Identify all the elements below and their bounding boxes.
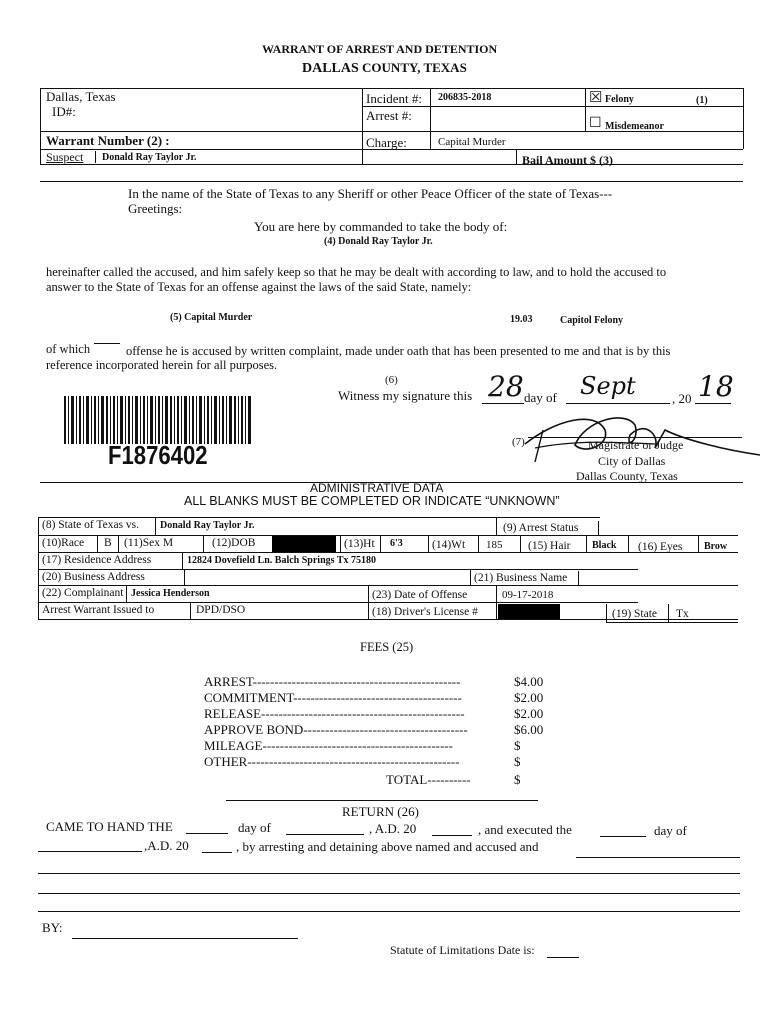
return-arresting-text: , by arresting and detaining above named and accused and [236, 839, 539, 854]
signature-number: (7) [512, 436, 525, 448]
state-vs-label: (8) State of Texas vs. [42, 519, 140, 531]
fee-label-mileage: MILEAGE-------------------------------------------- [204, 738, 453, 753]
residence-label: (17) Residence Address [42, 554, 152, 566]
witness-text: Witness my signature this [338, 388, 473, 403]
residence-value: 12824 Dovefield Ln. Balch Springs Tx 75180 [187, 555, 377, 566]
offense-class: Capitol Felony [560, 315, 624, 326]
statute-text: 19.03 [510, 314, 533, 325]
county-name: DALLAS [302, 61, 359, 76]
suspect-label: Suspect [46, 150, 84, 164]
id-label: ID#: [52, 104, 76, 119]
month-handwritten: Sept [580, 372, 636, 400]
incident-value: 206835-2018 [438, 92, 492, 103]
felony-checkbox: ☒ [589, 90, 603, 106]
hair-label: (15) Hair [528, 540, 571, 552]
fee-label-approve-bond: APPROVE BOND-------------------------------------- [204, 722, 468, 737]
statute-limitations-label: Statute of Limitations Date is: [390, 943, 535, 957]
height-label: (13)Ht [344, 538, 375, 550]
return-ad-2: ,A.D. 20 [144, 838, 189, 853]
misdemeanor-checkbox: ☐ [589, 116, 602, 131]
fee-amount-other: $ [514, 754, 521, 769]
greetings-text: Greetings: [128, 201, 183, 216]
return-executed: , and executed the [478, 822, 572, 837]
offense-text: (5) Capital Murder [170, 312, 253, 323]
felony-label: Felony [605, 94, 634, 105]
weight-value: 185 [486, 539, 503, 551]
eyes-label: (16) Eyes [638, 541, 683, 553]
fee-amount-release: $2.00 [514, 706, 544, 721]
fee-total-amount: $ [514, 772, 521, 787]
return-heading: RETURN (26) [342, 804, 419, 819]
fee-total-label: TOTAL---------- [386, 772, 471, 787]
eyes-value: Brow [704, 541, 728, 552]
state-label: (19) State [612, 608, 658, 620]
hereinafter-line2: answer to the State of Texas for an offense against the laws of the said State, namely: [46, 280, 472, 294]
offense-date-label: (23) Date of Offense [372, 589, 468, 601]
suspect-value: Donald Ray Taylor Jr. [102, 152, 197, 163]
fees-heading: FEES (25) [360, 640, 414, 654]
drivers-license-redacted [498, 604, 560, 619]
complainant-value: Jessica Henderson [131, 588, 210, 599]
year-handwritten: 18 [698, 370, 734, 403]
day-handwritten: 28 [488, 370, 524, 403]
admin-subheading: ALL BLANKS MUST BE COMPLETED OR INDICATE “UNKNOWN” [184, 494, 560, 508]
issued-to-value: DPD/DSO [196, 604, 246, 616]
weight-label: (14)Wt [432, 539, 466, 551]
witness-number: (6) [385, 374, 398, 386]
complainant-label: (22) Complainant [42, 587, 124, 599]
charge-label: Charge: [366, 135, 407, 150]
county-label: Dallas County, Texas [576, 469, 678, 483]
fee-amount-arrest: $4.00 [514, 674, 544, 689]
dob-label: (12)DOB [212, 537, 256, 549]
height-value: 6'3 [390, 538, 403, 549]
dob-redacted [272, 536, 336, 552]
by-label: BY: [42, 920, 63, 935]
year-prefix: , 20 [672, 391, 692, 406]
of-which-label: of which [46, 342, 91, 356]
sex-label: (11)Sex M [124, 537, 174, 549]
charge-value: Capital Murder [438, 136, 506, 148]
fee-amount-commitment: $2.00 [514, 690, 544, 705]
county-suffix: COUNTY, TEXAS [362, 60, 467, 75]
form-title: WARRANT OF ARREST AND DETENTION [262, 42, 498, 56]
fee-label-arrest: ARREST------------------------------------------------ [204, 674, 461, 689]
race-label: (10)Race [42, 537, 85, 549]
of-which-line2: reference incorporated herein for all purposes. [46, 358, 278, 372]
day-of-text: day of [524, 390, 557, 405]
fee-amount-approve-bond: $6.00 [514, 722, 544, 737]
of-which-line1: offense he is accused by written complaint, made under oath that has been presented to me and that is by this [126, 344, 671, 358]
issued-to-label: Arrest Warrant Issued to [42, 604, 155, 616]
state-value: Tx [676, 608, 689, 620]
fee-amount-mileage: $ [514, 738, 521, 753]
state-vs-value: Donald Ray Taylor Jr. [160, 520, 255, 531]
incident-label: Incident #: [366, 91, 422, 106]
barcode-image [64, 396, 254, 444]
offense-date-value: 09-17-2018 [502, 589, 554, 601]
return-ad: , A.D. 20 [369, 821, 417, 836]
admin-heading: ADMINISTRATIVE DATA [310, 481, 444, 495]
business-name-label: (21) Business Name [474, 572, 568, 584]
fee-label-other: OTHER------------------------------------------------- [204, 754, 460, 769]
barcode-number: F1876402 [108, 440, 208, 470]
race-value: B [104, 537, 112, 549]
commanded-text: You are here by commanded to take the body of: [254, 219, 508, 234]
came-to-hand-text: CAME TO HAND THE [46, 819, 173, 834]
city-label: City of Dallas [598, 454, 666, 468]
arrest-status-label: (9) Arrest Status [503, 522, 579, 534]
accused-name: (4) Donald Ray Taylor Jr. [324, 236, 433, 247]
warrant-number-label: Warrant Number (2) : [46, 133, 170, 148]
return-day-of: day of [238, 820, 271, 835]
county-title [302, 60, 467, 77]
magistrate-label: Magistrate or Judge [588, 438, 684, 452]
arrest-label: Arrest #: [366, 108, 412, 123]
hereinafter-line1: hereinafter called the accused, and him safely keep so that he may be dealt with according to law, and to hold the accused to [46, 265, 667, 279]
intro-text: In the name of the State of Texas to any Sheriff or other Peace Officer of the state of Texas--- [128, 186, 613, 201]
business-address-label: (20) Business Address [42, 571, 145, 583]
fee-label-release: RELEASE----------------------------------------------- [204, 706, 465, 721]
fee-label-commitment: COMMITMENT--------------------------------------- [204, 690, 462, 705]
drivers-license-label: (18) Driver's License # [372, 606, 478, 618]
felony-ref: (1) [696, 95, 708, 106]
location-text: Dallas, Texas [46, 89, 116, 104]
bail-amount-label: Bail Amount $ (3) [522, 153, 614, 167]
misdemeanor-label: Misdemeanor [605, 121, 664, 132]
return-day-of-2: day of [654, 823, 687, 838]
hair-value: Black [592, 540, 617, 551]
